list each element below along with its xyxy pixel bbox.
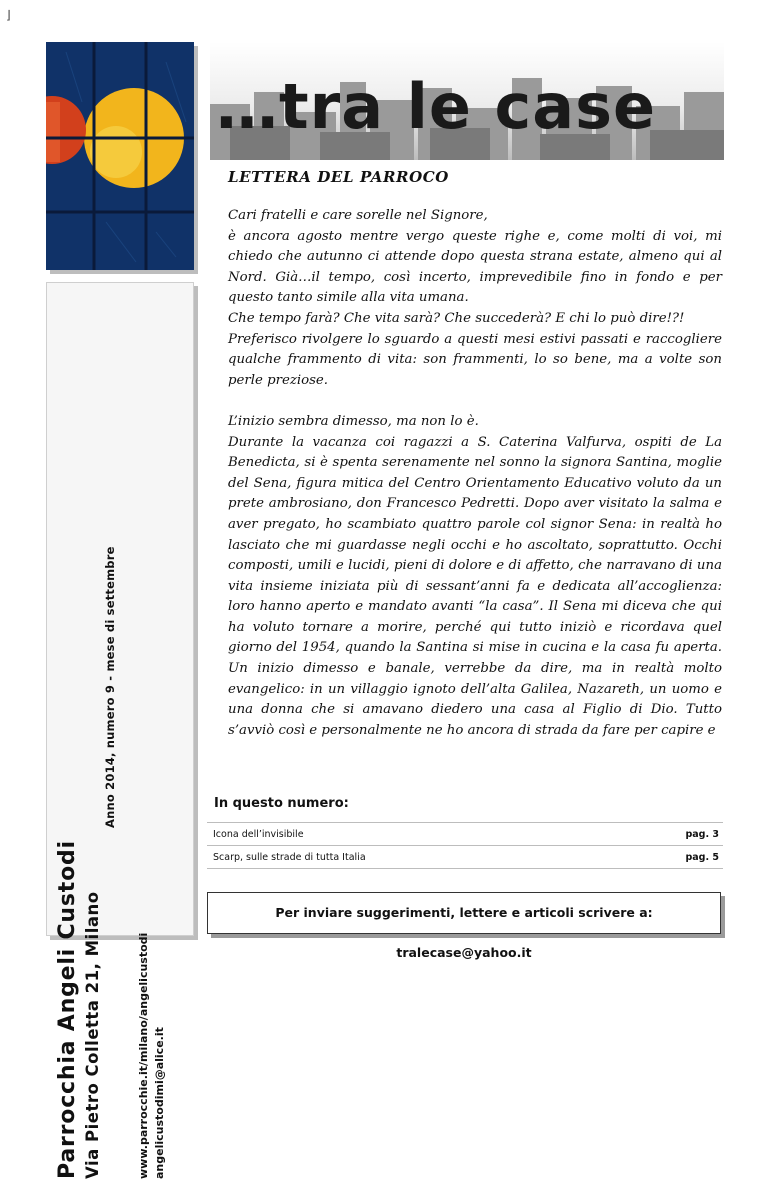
masthead-banner [210, 42, 724, 160]
article-paragraph: Che tempo farà? Che vita sarà? Che succederà? E chi lo può dire!?! [228, 310, 685, 326]
stained-glass-image [46, 42, 194, 270]
contents-item-title: Scarp, sulle strade di tutta Italia [213, 852, 366, 863]
article-title: LETTERA DEL PARROCO [228, 168, 449, 186]
issue-info: Anno 2014, numero 9 - mese di settembre [103, 546, 117, 828]
website-link[interactable]: www.parrocchie.it/milano/angelicustodi [137, 932, 150, 1179]
contents-item-page: pag. 5 [685, 852, 719, 863]
contents-item[interactable] [207, 823, 723, 846]
parish-address: Via Pietro Colletta 21, Milano [83, 891, 102, 1179]
contents-item-page: pag. 3 [685, 829, 719, 840]
contents-item-title: Icona dell’invisibile [213, 829, 304, 840]
article-body [228, 206, 722, 741]
issue-contents [207, 788, 723, 882]
article-paragraph: Cari fratelli e care sorelle nel Signore, [228, 208, 488, 223]
parish-name: Parrocchia Angeli Custodi [55, 840, 80, 1179]
contents-item[interactable] [207, 846, 723, 869]
article-paragraph: Durante la vacanza coi ragazzi a S. Caterina Valfurva, ospiti de La Benedicta, si è spenta serenamente nel sonno la signora Santina, moglie del Sena, figura mitica del Centro Orientamento Educativo voluto da un prete ambrosiano, don Francesco Pedretti. Dopo aver visitato la salma e aver pregato, ho scambiato quattro parole col signor Sena: in realtà ho lasciato che mi guardasse negli occhi e ho ascoltato, soprattutto. Occhi composti, umili e lucidi, pieni di dolore e di affetto, che narravano di una vita insieme iniziata più di sessant’anni fa e dedicata all’accoglienza: loro hanno aperto e mandato avanti “la casa”. Il Sena mi diceva che qui ha voluto tornare a morire, perché qui tutto iniziò e ricordava quel giorno del 1954, quando la Santina si mise in cucina e la casa fu aperta. Un inizio dimesso e banale, verrebbe da dire, ma in realtà molto evangelico: in un villaggio ignoto dell’alta Galilea, Nazareth, un uomo e una donna che si amavano diedero una casa al Figlio di Dio. Tutto s’avviò così e personalmente ne ho ancora di strada da fare per capire e [228, 434, 722, 738]
article-paragraph: Preferisco rivolgere lo sguardo a questi mesi estivi passati e raccogliere qualche frammento di vita: son frammenti, lo so bene, ma a volte son perle preziose. [228, 331, 722, 388]
sidebar [46, 42, 194, 1179]
corner-mark: ⌋ [6, 8, 11, 22]
article-paragraph: è ancora agosto mentre vergo queste righe e, come molti di voi, mi chiedo che autunno ci attende dopo questa strana estate, almeno qui al Nord. Già…il tempo, così incerto, imprevedibile fino in fondo e per questo tanto simile alla vita umana. [228, 228, 722, 306]
email-link[interactable]: angelicustodimi@alice.it [153, 1027, 166, 1179]
newsletter-title: …tra le case [216, 70, 657, 143]
article-paragraph: L’inizio sembra dimesso, ma non lo è. [228, 413, 479, 429]
contents-title: In questo numero: [214, 796, 349, 811]
sidebar-info-box [46, 282, 194, 1179]
contact-box: Per inviare suggerimenti, lettere e articoli scrivere a: tralecase@yahoo.it [207, 892, 721, 934]
